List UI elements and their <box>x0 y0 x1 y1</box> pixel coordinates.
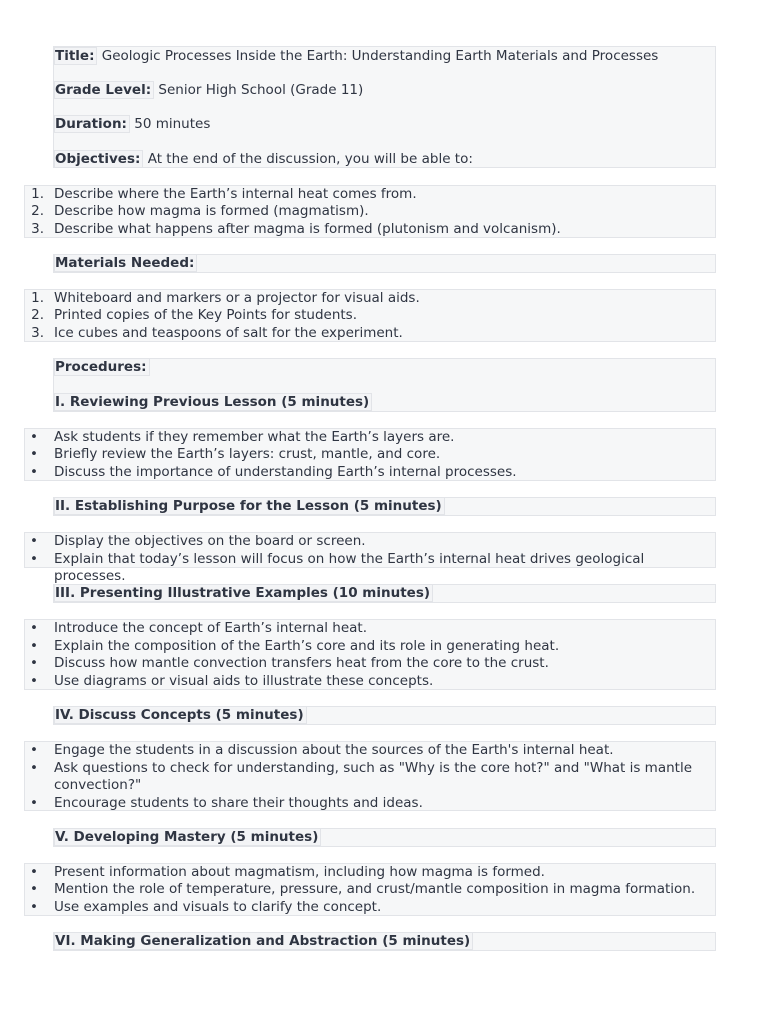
list-number: 1. <box>31 290 44 306</box>
section-heading: IV. Discuss Concepts (5 minutes) <box>54 706 307 724</box>
section-heading-line <box>54 707 307 724</box>
list-item: Printed copies of the Key Points for students. <box>54 307 357 323</box>
section-heading: II. Establishing Purpose for the Lesson (5 minutes) <box>54 497 445 515</box>
section-heading-line <box>54 498 445 515</box>
bullet-marker: • <box>30 446 38 462</box>
list-item-continuation: convection?" <box>54 777 142 793</box>
section-heading-line <box>54 394 372 411</box>
duration-label: Duration: <box>54 115 130 133</box>
section-heading: VI. Making Generalization and Abstraction (5 minutes) <box>54 932 473 950</box>
bullet-marker: • <box>30 760 38 776</box>
list-item: Whiteboard and markers or a projector for visual aids. <box>54 290 420 306</box>
bullet-marker: • <box>30 620 38 636</box>
list-item: Use examples and visuals to clarify the concept. <box>54 899 382 915</box>
list-item: Describe what happens after magma is formed (plutonism and volcanism). <box>54 221 561 237</box>
objectives-label: Objectives: <box>54 150 143 168</box>
duration-value: 50 minutes <box>134 116 211 132</box>
bullet-marker: • <box>30 429 38 445</box>
objectives-intro: At the end of the discussion, you will be able to: <box>147 151 473 167</box>
list-item: Describe where the Earth’s internal heat comes from. <box>54 186 417 202</box>
title-line <box>54 48 658 65</box>
list-item: Ask questions to check for understanding, such as "Why is the core hot?" and "What is mantle <box>54 760 693 776</box>
list-item: Discuss the importance of understanding Earth’s internal processes. <box>54 464 517 480</box>
list-item: Ice cubes and teaspoons of salt for the experiment. <box>54 325 403 341</box>
list-item: Explain the composition of the Earth’s core and its role in generating heat. <box>54 638 560 654</box>
section-heading-line <box>54 933 473 950</box>
list-item: Display the objectives on the board or screen. <box>54 533 366 549</box>
list-item: Introduce the concept of Earth’s internal heat. <box>54 620 367 636</box>
grade-line <box>54 82 363 99</box>
materials-line <box>54 255 197 272</box>
list-number: 3. <box>31 221 44 237</box>
list-item: Mention the role of temperature, pressure, and crust/mantle composition in magma formation. <box>54 881 696 897</box>
list-number: 2. <box>31 307 44 323</box>
list-item: Present information about magmatism, including how magma is formed. <box>54 864 545 880</box>
grade-label: Grade Level: <box>54 81 154 99</box>
section-heading-line <box>54 829 321 846</box>
bullet-marker: • <box>30 881 38 897</box>
bullet-marker: • <box>30 638 38 654</box>
list-item: Encourage students to share their thoughts and ideas. <box>54 795 423 811</box>
list-item: Describe how magma is formed (magmatism). <box>54 203 369 219</box>
procedures-line <box>54 359 150 376</box>
list-item: Discuss how mantle convection transfers heat from the core to the crust. <box>54 655 549 671</box>
list-number: 1. <box>31 186 44 202</box>
bullet-marker: • <box>30 551 38 567</box>
objectives-line <box>54 151 473 168</box>
list-number: 2. <box>31 203 44 219</box>
list-item: Briefly review the Earth’s layers: crust, mantle, and core. <box>54 446 441 462</box>
list-item: Explain that today’s lesson will focus on how the Earth’s internal heat drives geological processes. <box>54 551 645 584</box>
bullet-marker: • <box>30 899 38 915</box>
duration-line <box>54 116 210 133</box>
section-heading: III. Presenting Illustrative Examples (10 minutes) <box>54 584 433 602</box>
section-heading: V. Developing Mastery (5 minutes) <box>54 828 321 846</box>
bullet-marker: • <box>30 795 38 811</box>
bullet-marker: • <box>30 655 38 671</box>
bullet-marker: • <box>30 864 38 880</box>
list-item: Ask students if they remember what the Earth’s layers are. <box>54 429 455 445</box>
title-value: Geologic Processes Inside the Earth: Understanding Earth Materials and Processes <box>101 48 659 64</box>
section-heading-line <box>54 585 433 602</box>
materials-label: Materials Needed: <box>54 254 197 272</box>
list-item: Engage the students in a discussion about the sources of the Earth's internal heat. <box>54 742 614 758</box>
section-heading: I. Reviewing Previous Lesson (5 minutes) <box>54 393 372 411</box>
procedures-label: Procedures: <box>54 358 150 376</box>
bullet-marker: • <box>30 673 38 689</box>
list-item: Use diagrams or visual aids to illustrate these concepts. <box>54 673 434 689</box>
list-number: 3. <box>31 325 44 341</box>
bullet-marker: • <box>30 742 38 758</box>
bullet-marker: • <box>30 533 38 549</box>
title-label: Title: <box>54 47 97 65</box>
bullet-marker: • <box>30 464 38 480</box>
grade-value: Senior High School (Grade 11) <box>158 82 364 98</box>
